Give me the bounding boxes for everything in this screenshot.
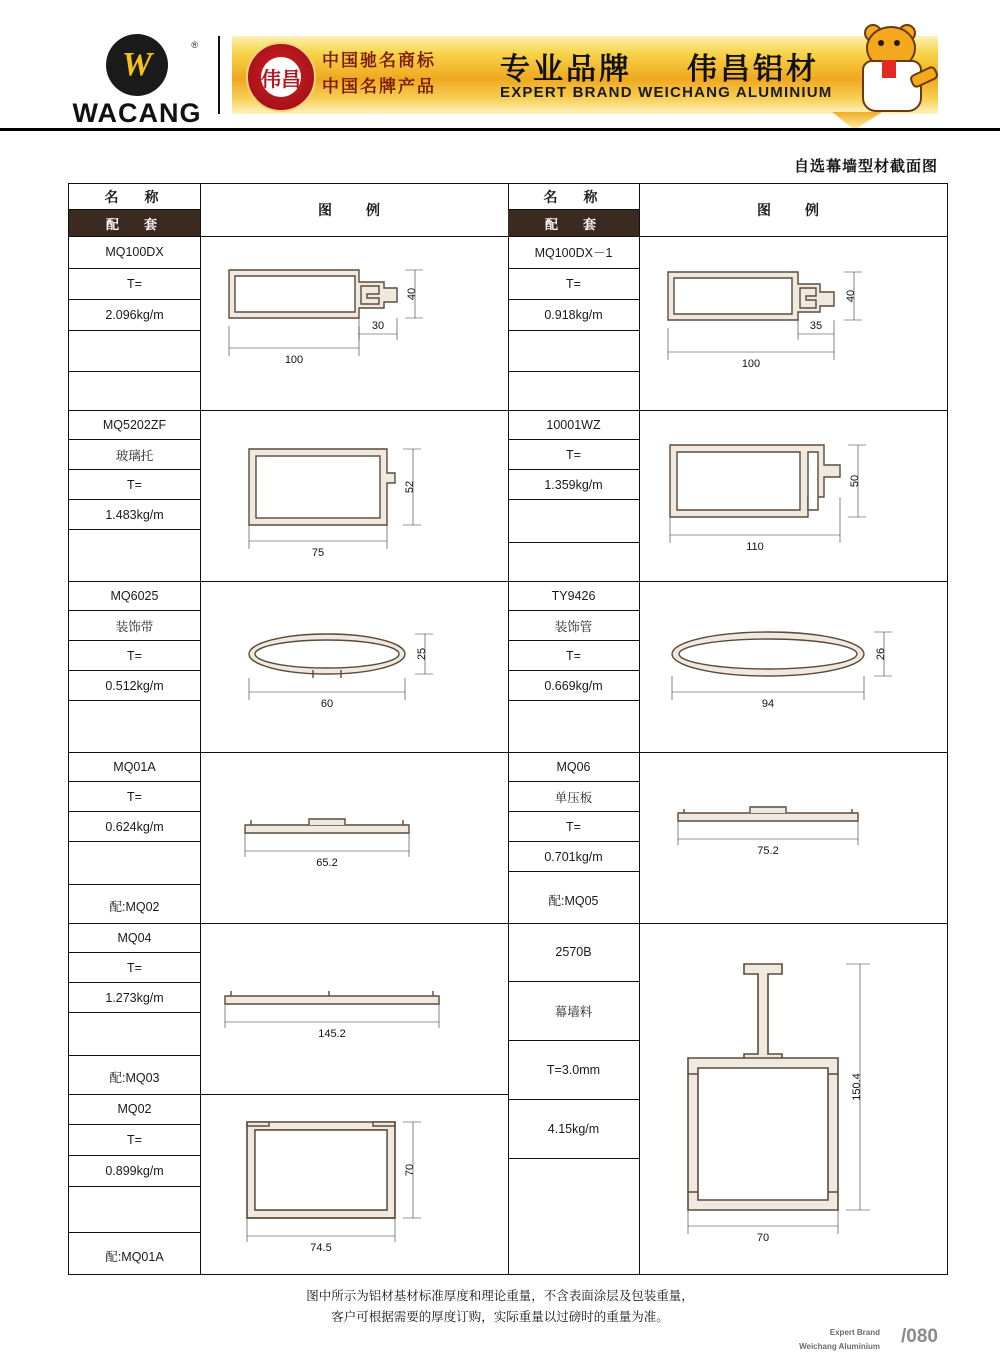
blank-cell: [69, 842, 200, 885]
header-figure-label: 图 例: [318, 203, 390, 219]
match-cell: 配:MQ02: [109, 900, 160, 914]
thickness-label: T=: [508, 440, 639, 470]
section-drawing-mq01a: [209, 763, 499, 913]
dim-height: 50: [849, 474, 861, 487]
section-drawing-mq6025: [209, 592, 499, 742]
row-info: [508, 752, 640, 923]
dim-width: 110: [746, 540, 764, 553]
row-info: [69, 410, 201, 581]
profile-code: MQ04: [69, 923, 200, 953]
weight-value: 0.624kg/m: [69, 812, 200, 842]
match-cell: [69, 372, 200, 412]
dim-extra: 30: [371, 320, 385, 332]
footnote: [0, 1285, 1000, 1327]
thickness-label: T=: [69, 782, 200, 812]
dim-height: 70: [404, 1163, 416, 1176]
profile-code: 2570B: [508, 923, 639, 982]
dim-width: 100: [741, 358, 761, 370]
row-figure: [639, 581, 947, 752]
header-match-label: 配 套: [508, 210, 639, 236]
table-row: [69, 752, 508, 924]
footer-brand-line-2: Weichang Aluminium: [799, 1342, 880, 1351]
logo-mark-icon: [106, 34, 168, 96]
thickness-label: T=: [69, 269, 200, 300]
dim-width: 60: [320, 697, 334, 710]
match-cell: [508, 372, 639, 412]
header-name-cell: [508, 184, 640, 236]
section-drawing-mq04: [209, 934, 499, 1084]
dim-height: 40: [845, 289, 857, 303]
blank-cell: [69, 530, 200, 585]
profile-subname: 玻璃托: [69, 440, 200, 470]
row-info: [69, 923, 201, 1094]
profile-table: [68, 183, 948, 1275]
dim-width: 100: [284, 354, 304, 366]
blank-cell: [69, 1187, 200, 1233]
thickness-label: T=: [69, 641, 200, 671]
page-title: 自选幕墙型材截面图: [793, 157, 938, 175]
blank-cell: [69, 701, 200, 756]
certification-text: [322, 48, 492, 100]
dim-height: 25: [416, 647, 428, 660]
brand-en: EXPERT BRAND WEICHANG ALUMINIUM: [500, 84, 833, 101]
weight-value: 0.701kg/m: [508, 842, 639, 872]
column-header-right: [508, 184, 947, 237]
dim-height: 150.4: [851, 1072, 863, 1101]
row-figure: [639, 410, 947, 581]
header-rule: [0, 128, 1000, 131]
table-row: [508, 236, 947, 411]
profile-code: MQ100DX: [69, 236, 200, 269]
column-header-left: [69, 184, 508, 237]
profile-code: MQ5202ZF: [69, 410, 200, 440]
row-figure: [200, 1094, 508, 1274]
blank-cell: [508, 701, 639, 756]
weight-value: 1.359kg/m: [508, 470, 639, 500]
row-figure: [200, 410, 508, 581]
match-cell: 配:MQ03: [109, 1071, 160, 1085]
wacang-logo: [62, 34, 212, 128]
dim-width: 94: [761, 697, 775, 710]
thickness-label: T=: [69, 953, 200, 983]
tiger-mascot-icon: [852, 26, 938, 118]
row-figure: [639, 236, 947, 410]
weight-value: 2.096kg/m: [69, 300, 200, 331]
row-info: [69, 1094, 201, 1274]
table-row: [69, 581, 508, 753]
row-figure: [200, 581, 508, 752]
weight-value: 0.918kg/m: [508, 300, 639, 331]
table-column-right: [508, 184, 947, 1274]
header-match-label: 配 套: [69, 210, 200, 236]
profile-subname: 单压板: [508, 782, 639, 812]
section-drawing-mq06: [648, 763, 938, 913]
header-name-label: 名 称: [508, 184, 639, 210]
profile-code: MQ6025: [69, 581, 200, 611]
row-figure: [200, 236, 508, 410]
footnote-line-1: 图中所示为铝材基材标准厚度和理论重量，不含表面涂层及包装重量，: [306, 1288, 694, 1303]
dim-extra: 35: [809, 320, 823, 332]
row-info: [508, 410, 640, 581]
section-drawing-ty9426: [648, 592, 938, 742]
profile-code: MQ02: [69, 1094, 200, 1125]
profile-code: MQ06: [508, 752, 639, 782]
section-drawing-mq02: [209, 1102, 499, 1267]
weight-value: 0.669kg/m: [508, 671, 639, 701]
table-row: [508, 923, 947, 1274]
profile-subname: 幕墙料: [508, 982, 639, 1041]
brand-cn-1: 专业品牌: [500, 52, 632, 87]
footnote-line-2: 客户可根据需要的厚度订购，实际重量以过磅时的重量为准。: [331, 1309, 669, 1324]
weight-value: 1.483kg/m: [69, 500, 200, 530]
table-column-left: [69, 184, 509, 1274]
row-figure: [200, 752, 508, 923]
dim-width: 65.2: [316, 856, 338, 869]
footer-brand: [799, 1328, 880, 1352]
profile-code: 10001WZ: [508, 410, 639, 440]
row-figure: [639, 923, 947, 1274]
row-info: [508, 923, 640, 1274]
weight-value: 4.15kg/m: [508, 1100, 639, 1159]
dim-height: 26: [875, 647, 887, 660]
blank-cell: [69, 331, 200, 372]
dim-width: 70: [756, 1231, 770, 1244]
thickness-label: T=: [69, 470, 200, 500]
thickness-label: T=: [508, 269, 639, 300]
blank-cell: [508, 1159, 639, 1278]
page-header: [0, 0, 1000, 130]
header-name-cell: [69, 184, 201, 236]
profile-subname: 装饰带: [69, 611, 200, 641]
dim-width: 74.5: [310, 1241, 332, 1254]
dim-height: 40: [406, 287, 418, 301]
row-figure: [639, 752, 947, 923]
match-cell: 配:MQ01A: [105, 1249, 164, 1264]
profile-subname: 装饰管: [508, 611, 639, 641]
brand-banner: [232, 36, 938, 114]
row-info: [69, 581, 201, 752]
profile-code: MQ01A: [69, 752, 200, 782]
profile-code: TY9426: [508, 581, 639, 611]
section-drawing-mq5202zf: [209, 421, 499, 571]
section-drawing-10001wz: [648, 421, 938, 571]
dim-width: 75: [311, 546, 325, 559]
header-name-label: 名 称: [69, 184, 200, 210]
cert-line-2: 中国名牌产品: [322, 77, 436, 97]
dim-width: 75.2: [757, 844, 779, 857]
blank-cell: [69, 1013, 200, 1056]
header-figure-label: 图 例: [757, 203, 829, 219]
thickness-label: T=3.0mm: [508, 1041, 639, 1100]
brand-cn-2: 伟昌铝材: [687, 52, 819, 87]
section-drawing-mq100dx-1: [648, 248, 938, 398]
table-row: [508, 410, 947, 582]
row-figure: [200, 923, 508, 1094]
seal-icon: [246, 42, 316, 112]
profile-code: MQ100DX－1: [508, 236, 639, 269]
table-row: [508, 752, 947, 924]
dim-height: 52: [404, 480, 416, 493]
blank-cell: [508, 331, 639, 372]
blank-cell: [508, 500, 639, 543]
table-row: [69, 1094, 508, 1274]
match-cell: 配:MQ05: [548, 893, 599, 908]
section-drawing-mq100dx: [209, 248, 499, 398]
logo-letter: W: [121, 46, 153, 83]
cert-line-1: 中国驰名商标: [322, 51, 436, 71]
weight-value: 0.899kg/m: [69, 1156, 200, 1187]
registered-icon: ®: [191, 40, 198, 50]
table-row: [69, 410, 508, 582]
row-info: [69, 752, 201, 923]
row-info: [508, 236, 640, 410]
table-row: [508, 581, 947, 753]
thickness-label: T=: [508, 641, 639, 671]
table-row: [69, 923, 508, 1095]
footer-brand-line-1: Expert Brand: [829, 1328, 880, 1337]
weight-value: 1.273kg/m: [69, 983, 200, 1013]
dim-width: 145.2: [318, 1027, 346, 1040]
row-info: [69, 236, 201, 410]
thickness-label: T=: [69, 1125, 200, 1156]
thickness-label: T=: [508, 812, 639, 842]
seal-inner-text: 伟昌: [261, 57, 301, 97]
logo-wordmark: WACANG: [72, 98, 202, 128]
weight-value: 0.512kg/m: [69, 671, 200, 701]
row-info: [508, 581, 640, 752]
page-number: /080: [901, 1326, 938, 1347]
match-cell: [508, 543, 639, 585]
table-row: [69, 236, 508, 411]
header-divider: [218, 36, 220, 114]
section-drawing-2570b: [648, 934, 938, 1264]
